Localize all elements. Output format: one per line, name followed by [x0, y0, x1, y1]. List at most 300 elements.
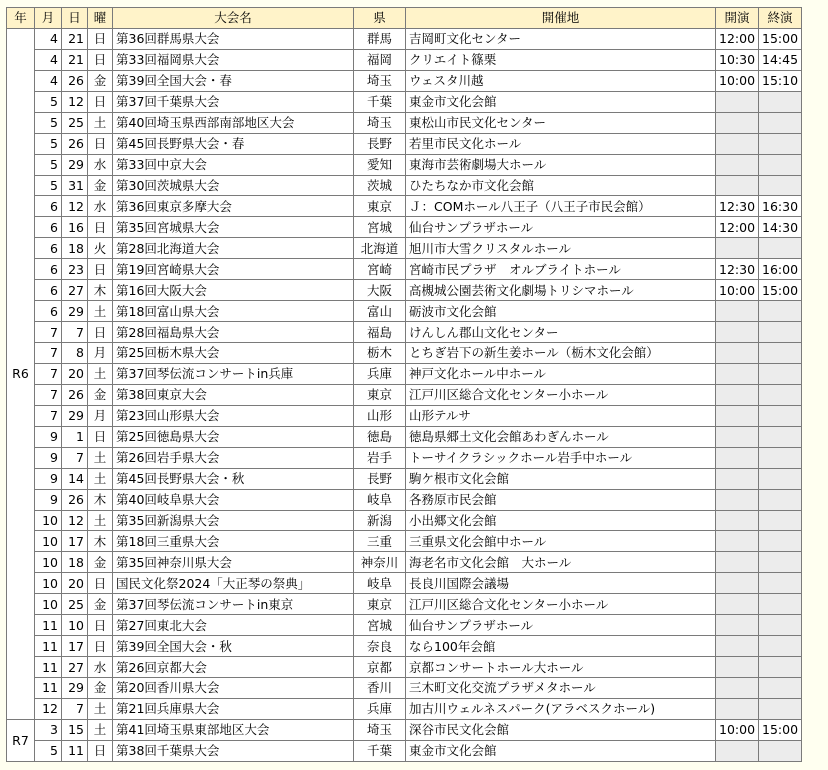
cell-day[interactable]: 26	[62, 133, 88, 154]
cell-prefecture[interactable]: 岐阜	[354, 573, 406, 594]
cell-weekday[interactable]: 土	[88, 468, 113, 489]
cell-weekday[interactable]: 金	[88, 70, 113, 91]
cell-month[interactable]: 5	[35, 175, 62, 196]
cell-month[interactable]: 9	[35, 468, 62, 489]
cell-start-time[interactable]	[716, 301, 759, 322]
cell-prefecture[interactable]: 宮崎	[354, 259, 406, 280]
cell-event-name[interactable]: 第18回富山県大会	[113, 301, 354, 322]
cell-event-name[interactable]: 第37回琴伝流コンサートin東京	[113, 594, 354, 615]
cell-weekday[interactable]: 土	[88, 698, 113, 719]
cell-month[interactable]: 9	[35, 426, 62, 447]
cell-venue[interactable]: 各務原市民会館	[406, 489, 716, 510]
cell-day[interactable]: 23	[62, 259, 88, 280]
cell-start-time[interactable]	[716, 489, 759, 510]
cell-weekday[interactable]: 金	[88, 384, 113, 405]
cell-weekday[interactable]: 土	[88, 301, 113, 322]
cell-weekday[interactable]: 木	[88, 280, 113, 301]
table-row	[7, 573, 802, 594]
cell-month[interactable]: 10	[35, 531, 62, 552]
cell-month[interactable]: 11	[35, 615, 62, 636]
cell-month[interactable]: 5	[35, 133, 62, 154]
cell-event-name[interactable]: 第18回三重県大会	[113, 531, 354, 552]
cell-month[interactable]: 10	[35, 510, 62, 531]
cell-prefecture[interactable]: 香川	[354, 678, 406, 699]
cell-day[interactable]: 15	[62, 719, 88, 740]
cell-weekday[interactable]: 木	[88, 531, 113, 552]
cell-venue[interactable]: 仙台サンプラザホール	[406, 217, 716, 238]
cell-prefecture[interactable]: 兵庫	[354, 698, 406, 719]
cell-start-time[interactable]	[716, 175, 759, 196]
cell-prefecture[interactable]: 奈良	[354, 636, 406, 657]
cell-weekday[interactable]: 金	[88, 678, 113, 699]
cell-prefecture[interactable]: 東京	[354, 594, 406, 615]
cell-weekday[interactable]: 日	[88, 49, 113, 70]
cell-start-time[interactable]	[716, 112, 759, 133]
cell-month[interactable]: 7	[35, 363, 62, 384]
cell-day[interactable]: 17	[62, 636, 88, 657]
cell-month[interactable]: 6	[35, 301, 62, 322]
cell-event-name[interactable]: 第33回福岡県大会	[113, 49, 354, 70]
cell-event-name[interactable]: 第37回琴伝流コンサートin兵庫	[113, 363, 354, 384]
cell-prefecture[interactable]: 長野	[354, 468, 406, 489]
header-row	[7, 8, 802, 29]
cell-weekday[interactable]: 日	[88, 636, 113, 657]
cell-venue[interactable]: 江戸川区総合文化センター小ホール	[406, 594, 716, 615]
cell-start-time[interactable]	[716, 447, 759, 468]
cell-prefecture[interactable]: 宮城	[354, 615, 406, 636]
cell-month[interactable]: 5	[35, 91, 62, 112]
cell-month[interactable]: 6	[35, 238, 62, 259]
cell-day[interactable]: 21	[62, 28, 88, 49]
cell-prefecture[interactable]: 埼玉	[354, 112, 406, 133]
cell-day[interactable]: 12	[62, 91, 88, 112]
cell-event-name[interactable]: 第26回京都大会	[113, 657, 354, 678]
cell-start-time[interactable]	[716, 510, 759, 531]
cell-event-name[interactable]: 第37回千葉県大会	[113, 91, 354, 112]
cell-prefecture[interactable]: 東京	[354, 384, 406, 405]
cell-venue[interactable]: 山形テルサ	[406, 405, 716, 426]
cell-venue[interactable]: トーサイクラシックホール岩手中ホール	[406, 447, 716, 468]
header-end-time[interactable]: 終演	[759, 8, 802, 29]
cell-weekday[interactable]: 日	[88, 259, 113, 280]
cell-month[interactable]: 9	[35, 447, 62, 468]
cell-end-time[interactable]	[759, 740, 802, 761]
cell-prefecture[interactable]: 福岡	[354, 49, 406, 70]
cell-event-name[interactable]: 第33回中京大会	[113, 154, 354, 175]
cell-event-name[interactable]: 第26回岩手県大会	[113, 447, 354, 468]
cell-venue[interactable]: 京都コンサートホール大ホール	[406, 657, 716, 678]
cell-start-time[interactable]	[716, 322, 759, 343]
cell-month[interactable]: 7	[35, 384, 62, 405]
cell-day[interactable]: 26	[62, 70, 88, 91]
cell-prefecture[interactable]: 北海道	[354, 238, 406, 259]
cell-weekday[interactable]: 金	[88, 594, 113, 615]
cell-venue[interactable]: 宮崎市民プラザ オルブライトホール	[406, 259, 716, 280]
cell-day[interactable]: 12	[62, 196, 88, 217]
cell-venue[interactable]: 砺波市文化会館	[406, 301, 716, 322]
cell-event-name[interactable]: 第36回群馬県大会	[113, 28, 354, 49]
cell-start-time[interactable]	[716, 384, 759, 405]
cell-start-time[interactable]	[716, 531, 759, 552]
cell-event-name[interactable]: 第39回全国大会・春	[113, 70, 354, 91]
cell-prefecture[interactable]: 埼玉	[354, 719, 406, 740]
cell-venue[interactable]: 江戸川区総合文化センター小ホール	[406, 384, 716, 405]
cell-weekday[interactable]: 月	[88, 343, 113, 364]
cell-weekday[interactable]: 火	[88, 238, 113, 259]
cell-start-time[interactable]	[716, 468, 759, 489]
cell-venue[interactable]: 海老名市文化会館 大ホール	[406, 552, 716, 573]
cell-prefecture[interactable]: 大阪	[354, 280, 406, 301]
cell-end-time[interactable]	[759, 531, 802, 552]
cell-start-time[interactable]	[716, 552, 759, 573]
cell-month[interactable]: 4	[35, 49, 62, 70]
cell-venue[interactable]: クリエイト篠栗	[406, 49, 716, 70]
cell-day[interactable]: 29	[62, 154, 88, 175]
cell-end-time[interactable]	[759, 154, 802, 175]
cell-venue[interactable]: 三木町文化交流プラザメタホール	[406, 678, 716, 699]
cell-end-time[interactable]	[759, 636, 802, 657]
cell-prefecture[interactable]: 神奈川	[354, 552, 406, 573]
cell-end-time[interactable]	[759, 447, 802, 468]
cell-venue[interactable]: 東松山市民文化センター	[406, 112, 716, 133]
cell-day[interactable]: 7	[62, 322, 88, 343]
cell-prefecture[interactable]: 福島	[354, 322, 406, 343]
cell-end-time[interactable]	[759, 657, 802, 678]
cell-start-time[interactable]	[716, 636, 759, 657]
cell-day[interactable]: 18	[62, 552, 88, 573]
cell-prefecture[interactable]: 徳島	[354, 426, 406, 447]
cell-weekday[interactable]: 土	[88, 447, 113, 468]
table-row	[7, 384, 802, 405]
cell-event-name[interactable]: 第39回全国大会・秋	[113, 636, 354, 657]
cell-end-time[interactable]	[759, 698, 802, 719]
cell-day[interactable]: 27	[62, 657, 88, 678]
cell-weekday[interactable]: 日	[88, 91, 113, 112]
cell-end-time[interactable]	[759, 363, 802, 384]
cell-event-name[interactable]: 第36回東京多摩大会	[113, 196, 354, 217]
cell-month[interactable]: 11	[35, 657, 62, 678]
cell-venue[interactable]: 小出郷文化会館	[406, 510, 716, 531]
cell-event-name[interactable]: 第21回兵庫県大会	[113, 698, 354, 719]
cell-day[interactable]: 18	[62, 238, 88, 259]
table-row	[7, 28, 802, 49]
cell-weekday[interactable]: 日	[88, 322, 113, 343]
cell-end-time[interactable]	[759, 133, 802, 154]
cell-start-time[interactable]: 12:00	[716, 28, 759, 49]
cell-end-time[interactable]	[759, 426, 802, 447]
cell-day[interactable]: 8	[62, 343, 88, 364]
table-row	[7, 615, 802, 636]
cell-month[interactable]: 7	[35, 343, 62, 364]
cell-weekday[interactable]: 土	[88, 719, 113, 740]
cell-day[interactable]: 14	[62, 468, 88, 489]
cell-prefecture[interactable]: 兵庫	[354, 363, 406, 384]
cell-month[interactable]: 4	[35, 28, 62, 49]
cell-prefecture[interactable]: 宮城	[354, 217, 406, 238]
cell-end-time[interactable]	[759, 384, 802, 405]
cell-end-time[interactable]	[759, 510, 802, 531]
cell-event-name[interactable]: 第23回山形県大会	[113, 405, 354, 426]
cell-end-time[interactable]: 15:00	[759, 719, 802, 740]
cell-month[interactable]: 7	[35, 405, 62, 426]
header-venue[interactable]: 開催地	[406, 8, 716, 29]
cell-month[interactable]: 3	[35, 719, 62, 740]
cell-event-name[interactable]: 第38回千葉県大会	[113, 740, 354, 761]
cell-day[interactable]: 11	[62, 740, 88, 761]
cell-weekday[interactable]: 金	[88, 175, 113, 196]
cell-venue[interactable]: 旭川市大雪クリスタルホール	[406, 238, 716, 259]
cell-event-name[interactable]: 第30回茨城県大会	[113, 175, 354, 196]
cell-weekday[interactable]: 土	[88, 363, 113, 384]
cell-event-name[interactable]: 第16回大阪大会	[113, 280, 354, 301]
cell-weekday[interactable]: 土	[88, 112, 113, 133]
cell-prefecture[interactable]: 富山	[354, 301, 406, 322]
cell-end-time[interactable]: 15:10	[759, 70, 802, 91]
table-row	[7, 636, 802, 657]
cell-start-time[interactable]	[716, 405, 759, 426]
cell-day[interactable]: 29	[62, 405, 88, 426]
cell-end-time[interactable]	[759, 301, 802, 322]
cell-venue[interactable]: 駒ケ根市文化会館	[406, 468, 716, 489]
cell-day[interactable]: 10	[62, 615, 88, 636]
cell-event-name[interactable]: 第20回香川県大会	[113, 678, 354, 699]
cell-prefecture[interactable]: 京都	[354, 657, 406, 678]
cell-day[interactable]: 20	[62, 363, 88, 384]
cell-start-time[interactable]	[716, 698, 759, 719]
cell-month[interactable]: 6	[35, 259, 62, 280]
cell-end-time[interactable]	[759, 112, 802, 133]
cell-start-time[interactable]	[716, 133, 759, 154]
header-year[interactable]: 年	[7, 8, 35, 29]
cell-end-time[interactable]	[759, 615, 802, 636]
cell-start-time[interactable]: 10:00	[716, 70, 759, 91]
cell-day[interactable]: 20	[62, 573, 88, 594]
cell-day[interactable]: 21	[62, 49, 88, 70]
cell-day[interactable]: 25	[62, 112, 88, 133]
cell-end-time[interactable]	[759, 678, 802, 699]
cell-end-time[interactable]	[759, 552, 802, 573]
cell-venue[interactable]: 東海市芸術劇場大ホール	[406, 154, 716, 175]
cell-day[interactable]: 25	[62, 594, 88, 615]
cell-prefecture[interactable]: 愛知	[354, 154, 406, 175]
cell-year[interactable]: R6	[7, 28, 35, 719]
cell-weekday[interactable]: 日	[88, 133, 113, 154]
cell-weekday[interactable]: 日	[88, 573, 113, 594]
cell-month[interactable]: 11	[35, 678, 62, 699]
cell-venue[interactable]: けんしん郡山文化センター	[406, 322, 716, 343]
cell-start-time[interactable]	[716, 426, 759, 447]
cell-venue[interactable]: 加古川ウェルネスパーク(アラベスクホール)	[406, 698, 716, 719]
cell-day[interactable]: 26	[62, 384, 88, 405]
cell-month[interactable]: 6	[35, 217, 62, 238]
cell-weekday[interactable]: 日	[88, 740, 113, 761]
cell-start-time[interactable]	[716, 343, 759, 364]
header-prefecture[interactable]: 県	[354, 8, 406, 29]
cell-end-time[interactable]: 15:00	[759, 28, 802, 49]
cell-day[interactable]: 27	[62, 280, 88, 301]
cell-day[interactable]: 31	[62, 175, 88, 196]
cell-end-time[interactable]	[759, 343, 802, 364]
cell-event-name[interactable]: 第27回東北大会	[113, 615, 354, 636]
table-row	[7, 322, 802, 343]
cell-venue[interactable]: Ｊ：COMホール八王子（八王子市民会館）	[406, 196, 716, 217]
cell-end-time[interactable]: 14:45	[759, 49, 802, 70]
cell-event-name[interactable]: 第41回埼玉県東部地区大会	[113, 719, 354, 740]
cell-event-name[interactable]: 国民文化祭2024「大正琴の祭典」	[113, 573, 354, 594]
header-day[interactable]: 日	[62, 8, 88, 29]
cell-start-time[interactable]	[716, 657, 759, 678]
cell-weekday[interactable]: 土	[88, 510, 113, 531]
cell-year[interactable]: R7	[7, 719, 35, 761]
cell-month[interactable]: 10	[35, 552, 62, 573]
cell-weekday[interactable]: 月	[88, 405, 113, 426]
cell-day[interactable]: 7	[62, 698, 88, 719]
cell-weekday[interactable]: 日	[88, 426, 113, 447]
cell-start-time[interactable]: 10:00	[716, 280, 759, 301]
cell-venue[interactable]: ひたちなか市文化会館	[406, 175, 716, 196]
cell-end-time[interactable]	[759, 594, 802, 615]
cell-start-time[interactable]	[716, 154, 759, 175]
cell-venue[interactable]: 長良川国際会議場	[406, 573, 716, 594]
cell-venue[interactable]: とちぎ岩下の新生姜ホール（栃木文化会館）	[406, 343, 716, 364]
cell-end-time[interactable]	[759, 322, 802, 343]
cell-venue[interactable]: 三重県文化会館中ホール	[406, 531, 716, 552]
cell-event-name[interactable]: 第25回栃木県大会	[113, 343, 354, 364]
cell-start-time[interactable]: 12:00	[716, 217, 759, 238]
cell-start-time[interactable]: 10:30	[716, 49, 759, 70]
cell-month[interactable]: 7	[35, 322, 62, 343]
cell-weekday[interactable]: 日	[88, 217, 113, 238]
cell-venue[interactable]: 徳島県郷土文化会館あわぎんホール	[406, 426, 716, 447]
cell-weekday[interactable]: 水	[88, 196, 113, 217]
cell-prefecture[interactable]: 埼玉	[354, 70, 406, 91]
table-row	[7, 49, 802, 70]
cell-end-time[interactable]: 16:30	[759, 196, 802, 217]
cell-venue[interactable]: 神戸文化ホール中ホール	[406, 363, 716, 384]
cell-venue[interactable]: なら100年会館	[406, 636, 716, 657]
cell-day[interactable]: 26	[62, 489, 88, 510]
cell-end-time[interactable]	[759, 573, 802, 594]
cell-end-time[interactable]: 15:00	[759, 280, 802, 301]
cell-prefecture[interactable]: 三重	[354, 531, 406, 552]
cell-venue[interactable]: 仙台サンプラザホール	[406, 615, 716, 636]
cell-day[interactable]: 12	[62, 510, 88, 531]
cell-end-time[interactable]	[759, 489, 802, 510]
cell-start-time[interactable]	[716, 594, 759, 615]
cell-prefecture[interactable]: 東京	[354, 196, 406, 217]
cell-month[interactable]: 12	[35, 698, 62, 719]
cell-start-time[interactable]	[716, 363, 759, 384]
cell-day[interactable]: 1	[62, 426, 88, 447]
cell-event-name[interactable]: 第28回福島県大会	[113, 322, 354, 343]
cell-day[interactable]: 29	[62, 301, 88, 322]
cell-weekday[interactable]: 水	[88, 657, 113, 678]
cell-venue[interactable]: 高槻城公園芸術文化劇場トリシマホール	[406, 280, 716, 301]
cell-end-time[interactable]	[759, 405, 802, 426]
cell-venue[interactable]: 深谷市民文化会館	[406, 719, 716, 740]
cell-event-name[interactable]: 第45回長野県大会・秋	[113, 468, 354, 489]
cell-end-time[interactable]	[759, 175, 802, 196]
cell-end-time[interactable]: 16:00	[759, 259, 802, 280]
cell-event-name[interactable]: 第28回北海道大会	[113, 238, 354, 259]
cell-month[interactable]: 6	[35, 196, 62, 217]
cell-start-time[interactable]: 10:00	[716, 719, 759, 740]
cell-venue[interactable]: 東金市文化会館	[406, 740, 716, 761]
cell-event-name[interactable]: 第35回新潟県大会	[113, 510, 354, 531]
cell-event-name[interactable]: 第40回埼玉県西部南部地区大会	[113, 112, 354, 133]
cell-end-time[interactable]: 14:30	[759, 217, 802, 238]
cell-prefecture[interactable]: 栃木	[354, 343, 406, 364]
table-row	[7, 510, 802, 531]
cell-prefecture[interactable]: 茨城	[354, 175, 406, 196]
cell-start-time[interactable]	[716, 238, 759, 259]
cell-prefecture[interactable]: 岐阜	[354, 489, 406, 510]
cell-day[interactable]: 17	[62, 531, 88, 552]
cell-start-time[interactable]: 12:30	[716, 259, 759, 280]
cell-day[interactable]: 16	[62, 217, 88, 238]
cell-start-time[interactable]	[716, 573, 759, 594]
cell-venue[interactable]: 東金市文化会館	[406, 91, 716, 112]
cell-end-time[interactable]	[759, 91, 802, 112]
cell-start-time[interactable]	[716, 678, 759, 699]
cell-month[interactable]: 11	[35, 636, 62, 657]
cell-venue[interactable]: ウェスタ川越	[406, 70, 716, 91]
cell-weekday[interactable]: 金	[88, 552, 113, 573]
cell-month[interactable]: 5	[35, 740, 62, 761]
cell-event-name[interactable]: 第40回岐阜県大会	[113, 489, 354, 510]
cell-month[interactable]: 9	[35, 489, 62, 510]
cell-month[interactable]: 4	[35, 70, 62, 91]
cell-month[interactable]: 6	[35, 280, 62, 301]
cell-start-time[interactable]	[716, 615, 759, 636]
cell-prefecture[interactable]: 新潟	[354, 510, 406, 531]
cell-event-name[interactable]: 第25回徳島県大会	[113, 426, 354, 447]
cell-prefecture[interactable]: 千葉	[354, 740, 406, 761]
cell-weekday[interactable]: 日	[88, 28, 113, 49]
header-weekday[interactable]: 曜	[88, 8, 113, 29]
cell-month[interactable]: 10	[35, 573, 62, 594]
cell-month[interactable]: 10	[35, 594, 62, 615]
cell-prefecture[interactable]: 山形	[354, 405, 406, 426]
cell-prefecture[interactable]: 群馬	[354, 28, 406, 49]
cell-venue[interactable]: 吉岡町文化センター	[406, 28, 716, 49]
cell-day[interactable]: 7	[62, 447, 88, 468]
cell-prefecture[interactable]: 岩手	[354, 447, 406, 468]
cell-event-name[interactable]: 第45回長野県大会・春	[113, 133, 354, 154]
cell-event-name[interactable]: 第19回宮崎県大会	[113, 259, 354, 280]
cell-start-time[interactable]: 12:30	[716, 196, 759, 217]
cell-day[interactable]: 29	[62, 678, 88, 699]
header-start-time[interactable]: 開演	[716, 8, 759, 29]
cell-weekday[interactable]: 日	[88, 615, 113, 636]
cell-prefecture[interactable]: 千葉	[354, 91, 406, 112]
cell-weekday[interactable]: 木	[88, 489, 113, 510]
cell-end-time[interactable]	[759, 238, 802, 259]
header-month[interactable]: 月	[35, 8, 62, 29]
cell-prefecture[interactable]: 長野	[354, 133, 406, 154]
cell-event-name[interactable]: 第38回東京大会	[113, 384, 354, 405]
cell-weekday[interactable]: 水	[88, 154, 113, 175]
header-event-name[interactable]: 大会名	[113, 8, 354, 29]
cell-month[interactable]: 5	[35, 112, 62, 133]
cell-event-name[interactable]: 第35回宮城県大会	[113, 217, 354, 238]
cell-start-time[interactable]	[716, 91, 759, 112]
cell-venue[interactable]: 若里市民文化ホール	[406, 133, 716, 154]
cell-start-time[interactable]	[716, 740, 759, 761]
cell-event-name[interactable]: 第35回神奈川県大会	[113, 552, 354, 573]
cell-month[interactable]: 5	[35, 154, 62, 175]
cell-end-time[interactable]	[759, 468, 802, 489]
